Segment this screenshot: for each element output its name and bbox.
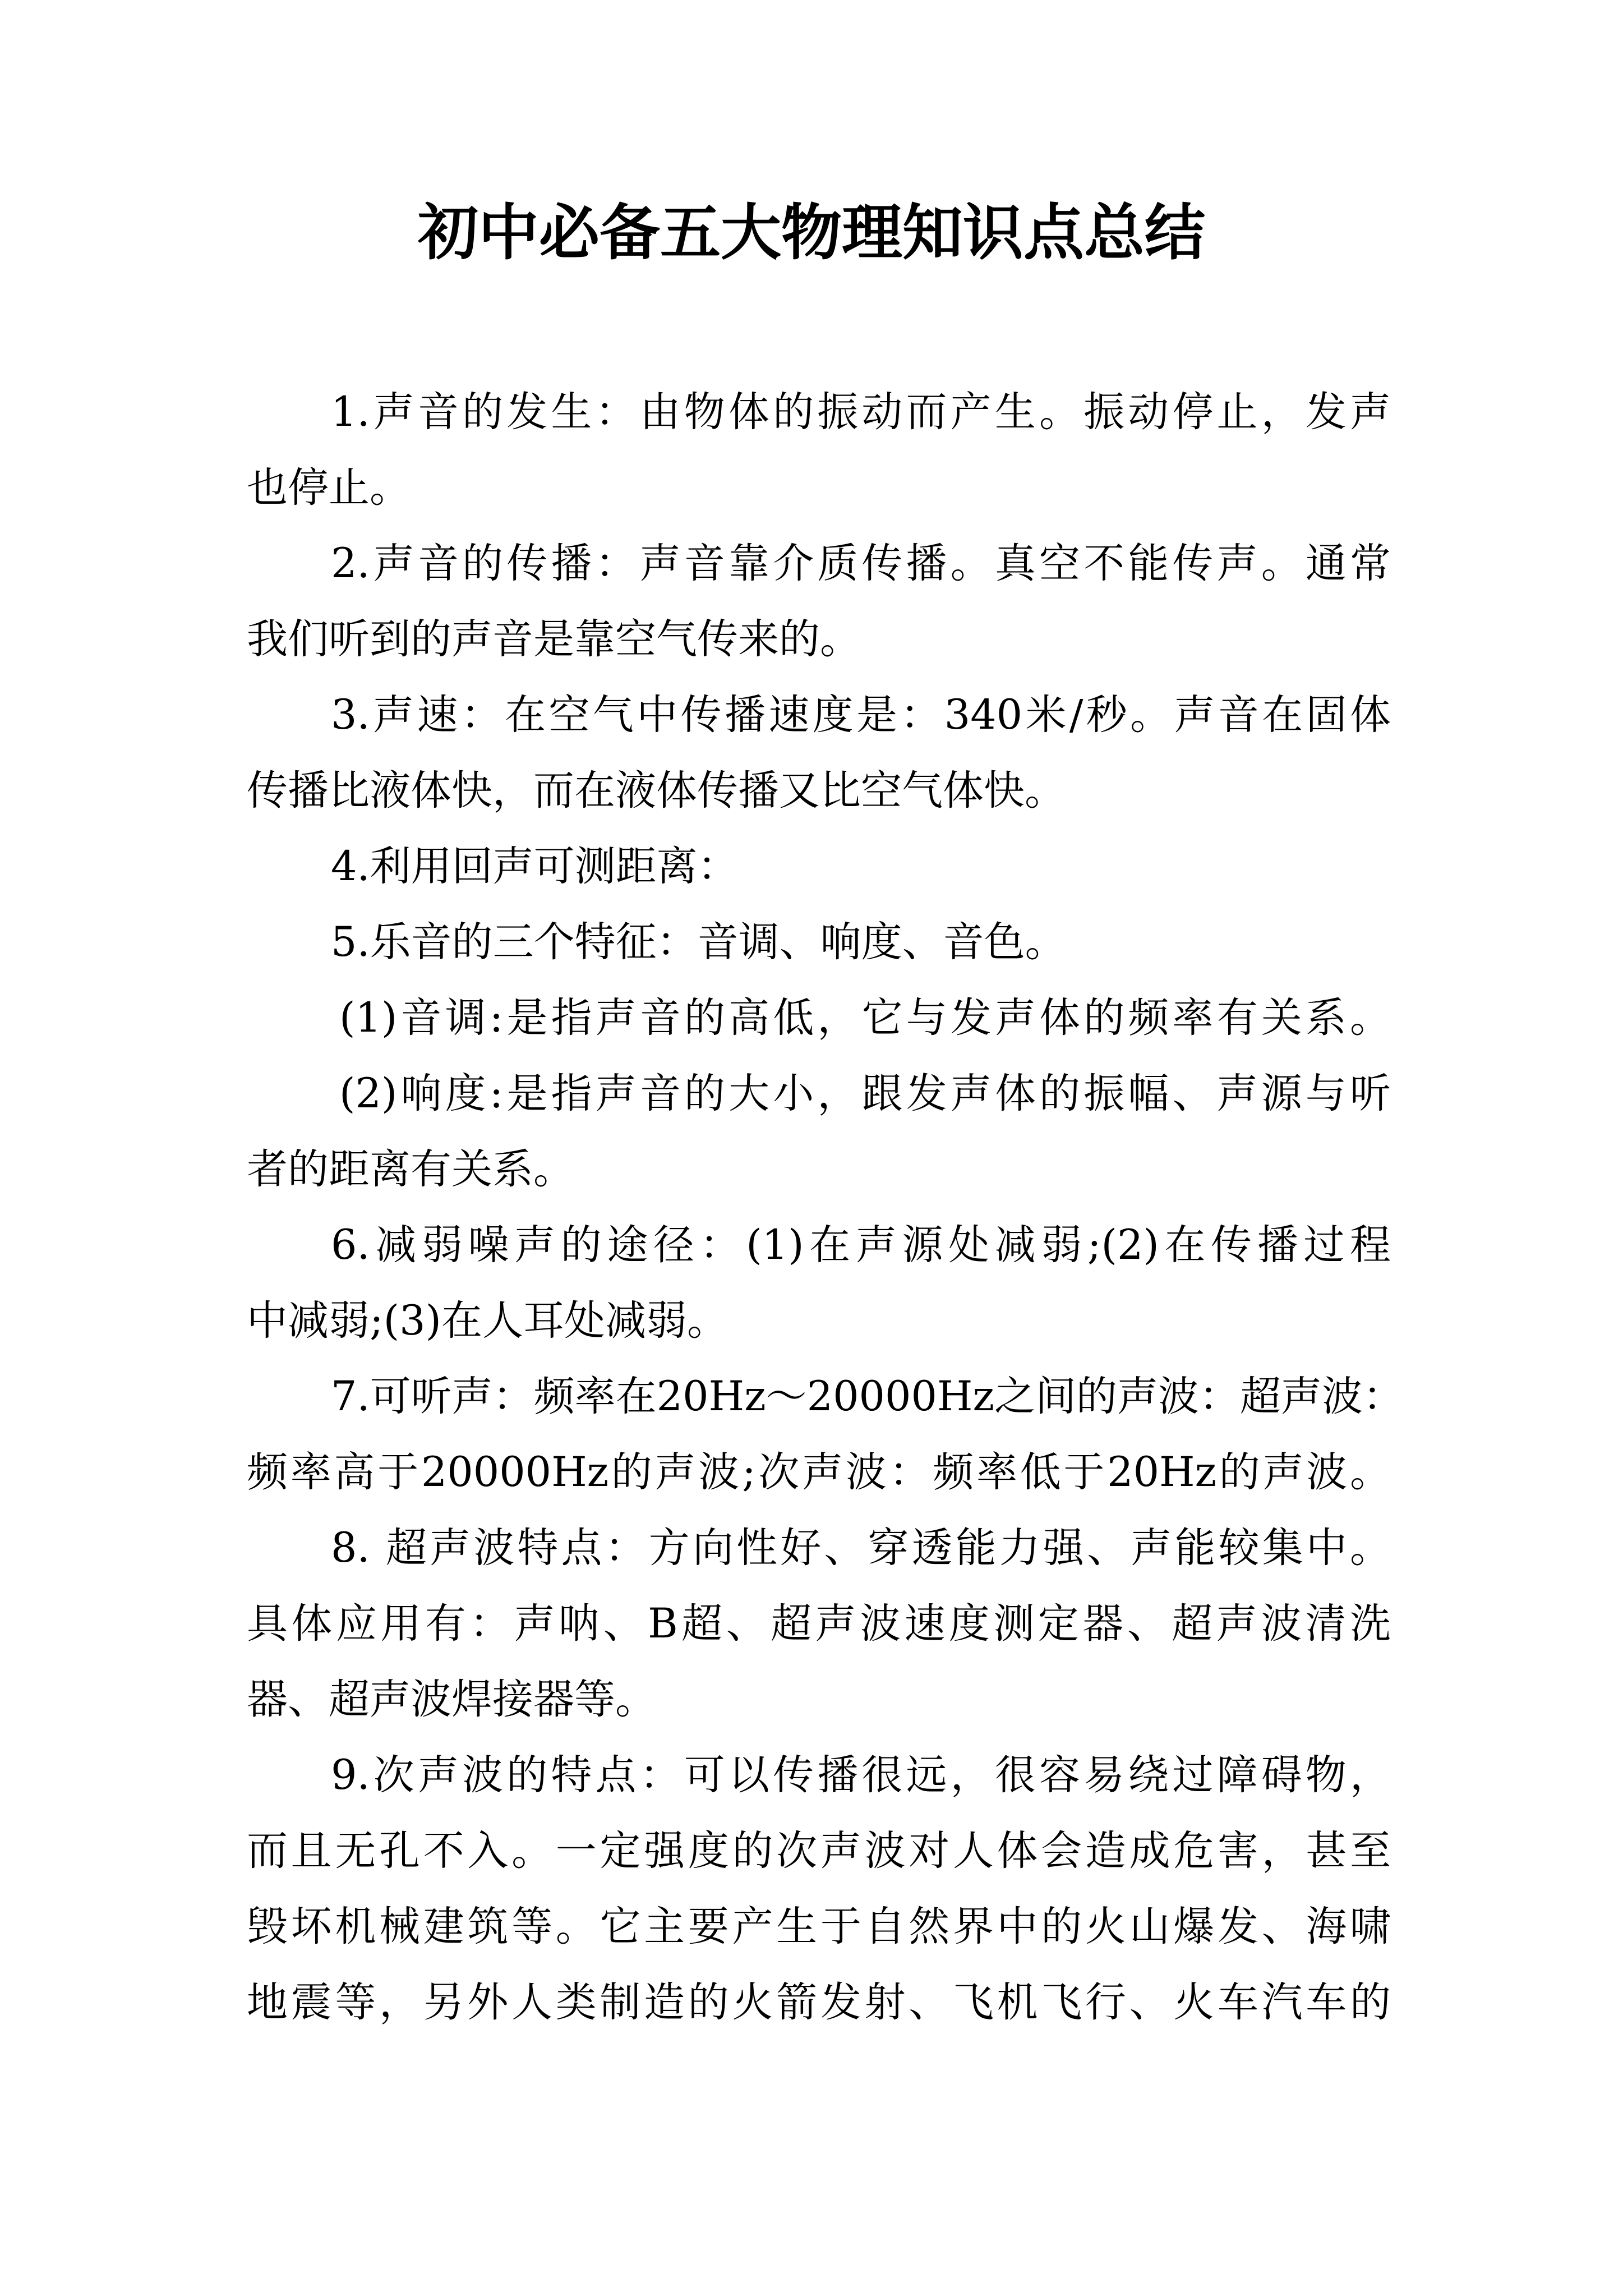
paragraph-line: 者的距离有关系。 [247, 1145, 574, 1193]
paragraph-line: 器、超声波焊接器等。 [247, 1676, 656, 1723]
paragraph-line: 2.声音的传播：声音靠介质传播。真空不能传声。通常 [331, 540, 1391, 587]
paragraph-line: 毁坏机械建筑等。它主要产生于自然界中的火山爆发、海啸 [247, 1903, 1391, 1950]
paragraph-line: (2)响度:是指声音的大小，跟发声体的振幅、声源与听 [339, 1070, 1391, 1117]
paragraph-line: (1)音调:是指声音的高低，它与发声体的频率有关系。 [339, 994, 1391, 1042]
paragraph-line: 而且无孔不入。一定强度的次声波对人体会造成危害，甚至 [247, 1827, 1391, 1875]
paragraph-line: 6.减弱噪声的途径：(1)在声源处减弱;(2)在传播过程 [331, 1221, 1391, 1269]
paragraph-line: 传播比液体快，而在液体传播又比空气体快。 [247, 767, 1066, 815]
paragraph-line: 7.可听声：频率在20Hz～20000Hz之间的声波：超声波： [331, 1373, 1404, 1420]
paragraph-line: 3.声速：在空气中传播速度是：340米/秒。声音在固体 [331, 691, 1391, 739]
paragraph-line: 4.利用回声可测距离： [331, 843, 739, 890]
paragraph-line: 1.声音的发生：由物体的振动而产生。振动停止，发声 [331, 388, 1391, 436]
paragraph-line: 具体应用有：声呐、B超、超声波速度测定器、超声波清洗 [247, 1600, 1391, 1648]
document-title: 初中必备五大物理知识点总结 [417, 197, 1205, 268]
paragraph-line: 9.次声波的特点：可以传播很远，很容易绕过障碍物， [331, 1751, 1391, 1799]
paragraph-line: 我们听到的声音是靠空气传来的。 [247, 615, 861, 663]
paragraph-line: 5.乐音的三个特征：音调、响度、音色。 [331, 918, 1066, 966]
paragraph-line: 地震等，另外人类制造的火箭发射、飞机飞行、火车汽车的 [247, 1978, 1391, 2026]
paragraph-line: 中减弱;(3)在人耳处减弱。 [247, 1297, 728, 1345]
paragraph-line: 也停止。 [247, 464, 411, 512]
paragraph-line: 8. 超声波特点：方向性好、穿透能力强、声能较集中。 [331, 1524, 1391, 1572]
paragraph-line: 频率高于20000Hz的声波;次声波：频率低于20Hz的声波。 [247, 1448, 1391, 1496]
